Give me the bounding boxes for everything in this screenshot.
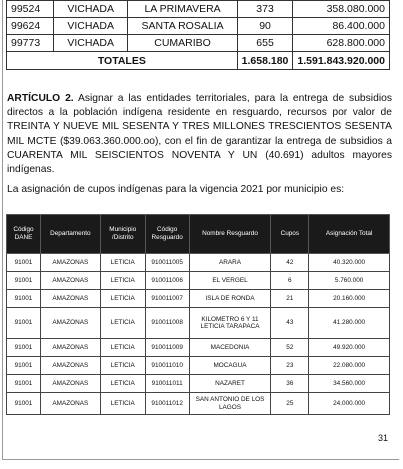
page-border-left [2, 0, 3, 460]
table-row [7, 254, 390, 272]
cell-cupos: 25 [271, 393, 309, 415]
totals-label: TOTALES [7, 52, 238, 70]
header-codigo-resguardo: Código Resguardo [145, 215, 189, 254]
cell-codigo-dane: 91001 [7, 375, 41, 393]
cell-codigo-dane: 91001 [7, 308, 41, 339]
cell-code: 99524 [7, 1, 54, 18]
cell-asignacion: 34.560.000 [309, 375, 390, 393]
header-departamento: Departamento [40, 215, 100, 254]
allocation-summary-table [6, 0, 390, 70]
article-2-paragraph [7, 92, 392, 177]
cell-codigo-resguardo: 910011009 [145, 339, 189, 357]
cell-count: 90 [237, 18, 293, 35]
table-row [7, 290, 390, 308]
cell-asignacion: 41.280.000 [309, 308, 390, 339]
indigenous-quota-table [6, 214, 390, 415]
table-row [7, 35, 390, 52]
cell-municipio: LETICIA [100, 357, 145, 375]
header-codigo-dane: Código DANE [7, 215, 41, 254]
cell-codigo-dane: 91001 [7, 290, 41, 308]
cell-amount: 86.400.000 [293, 18, 390, 35]
page-number: 31 [378, 433, 389, 443]
cell-municipio: LETICIA [100, 339, 145, 357]
cell-nombre-resguardo: MOCAGUA [189, 357, 271, 375]
cell-asignacion: 40.320.000 [309, 254, 390, 272]
cell-count: 655 [237, 35, 293, 52]
cell-cupos: 36 [271, 375, 309, 393]
header-asignacion-total: Asignación Total [309, 215, 390, 254]
cell-cupos: 42 [271, 254, 309, 272]
cell-cupos: 21 [271, 290, 309, 308]
table-row [7, 339, 390, 357]
cell-asignacion: 22.080.000 [309, 357, 390, 375]
cell-nombre-resguardo: SAN ANTONIO DE LOS LAGOS [189, 393, 271, 415]
cell-department: VICHADA [53, 18, 128, 35]
cell-municipio: LETICIA [100, 375, 145, 393]
cell-department: VICHADA [53, 35, 128, 52]
cell-nombre-resguardo: KILOMETRO 6 Y 11 LETICIA TARAPACA [189, 308, 271, 339]
cell-nombre-resguardo: MACEDONIA [189, 339, 271, 357]
cell-department: VICHADA [53, 1, 128, 18]
cell-municipio: LETICIA [100, 308, 145, 339]
table-row [7, 18, 390, 35]
table-row [7, 272, 390, 290]
table-row [7, 1, 390, 18]
cell-departamento: AMAZONAS [40, 339, 100, 357]
cell-amount: 628.800.000 [293, 35, 390, 52]
cell-nombre-resguardo: ARARA [189, 254, 271, 272]
header-nombre-resguardo: Nombre Resguardo [189, 215, 271, 254]
cell-asignacion: 20.160.000 [309, 290, 390, 308]
header-cupos: Cupos [271, 215, 309, 254]
cell-municipio: LETICIA [100, 272, 145, 290]
table-row [7, 357, 390, 375]
table-header-row [7, 215, 390, 254]
cell-municipality: LA PRIMAVERA [128, 1, 237, 18]
cell-departamento: AMAZONAS [40, 254, 100, 272]
cell-cupos: 52 [271, 339, 309, 357]
cell-codigo-resguardo: 910011005 [145, 254, 189, 272]
cell-municipio: LETICIA [100, 290, 145, 308]
cell-codigo-resguardo: 910011010 [145, 357, 189, 375]
cell-count: 373 [237, 1, 293, 18]
cell-codigo-dane: 91001 [7, 393, 41, 415]
cell-asignacion: 24.000.000 [309, 393, 390, 415]
table-row [7, 308, 390, 339]
table-row [7, 375, 390, 393]
cell-code: 99773 [7, 35, 54, 52]
cell-code: 99624 [7, 18, 54, 35]
cell-codigo-resguardo: 910011007 [145, 290, 189, 308]
cell-amount: 358.080.000 [293, 1, 390, 18]
cell-asignacion: 5.760.000 [309, 272, 390, 290]
cell-codigo-dane: 91001 [7, 254, 41, 272]
cell-codigo-resguardo: 910011012 [145, 393, 189, 415]
article-heading: ARTÍCULO 2. [7, 93, 74, 104]
cell-municipality: SANTA ROSALIA [128, 18, 237, 35]
cell-municipality: CUMARIBO [128, 35, 237, 52]
cell-cupos: 6 [271, 272, 309, 290]
header-municipio: Municipio /Distrito [100, 215, 145, 254]
cell-municipio: LETICIA [100, 393, 145, 415]
cell-asignacion: 49.920.000 [309, 339, 390, 357]
cell-codigo-resguardo: 910011006 [145, 272, 189, 290]
totals-row [7, 52, 390, 70]
article-body: Asignar a las entidades territoriales, para la entrega de subsidios directos a la población indígena residente en resguardo, recursos por valor de TREINTA Y NUEVE MIL SESENTA Y TRES MILLONES TRESCIENTOS SESENTA MIL MCTE ($39.063.360.000.oo), con el fin de garantizar la entrega de subsidios a CUARENTA MIL SEISCIENTOS NOVENTA Y UN (40.691) adultos mayores indígenas. [7, 93, 392, 176]
cell-municipio: LETICIA [100, 254, 145, 272]
table-row [7, 393, 390, 415]
totals-amount: 1.591.843.920.000 [293, 52, 390, 70]
cell-departamento: AMAZONAS [40, 393, 100, 415]
cell-departamento: AMAZONAS [40, 290, 100, 308]
cell-departamento: AMAZONAS [40, 308, 100, 339]
allocation-intro-text: La asignación de cupos indígenas para la vigencia 2021 por municipio es: [7, 184, 345, 195]
cell-codigo-dane: 91001 [7, 339, 41, 357]
cell-cupos: 23 [271, 357, 309, 375]
cell-cupos: 43 [271, 308, 309, 339]
cell-codigo-dane: 91001 [7, 357, 41, 375]
cell-nombre-resguardo: EL VERGEL [189, 272, 271, 290]
cell-nombre-resguardo: ISLA DE RONDA [189, 290, 271, 308]
cell-codigo-resguardo: 910011008 [145, 308, 189, 339]
cell-departamento: AMAZONAS [40, 375, 100, 393]
cell-departamento: AMAZONAS [40, 357, 100, 375]
totals-count: 1.658.180 [237, 52, 293, 70]
cell-nombre-resguardo: NAZARET [189, 375, 271, 393]
cell-codigo-resguardo: 910011011 [145, 375, 189, 393]
page-border-bottom [2, 459, 399, 460]
cell-codigo-dane: 91001 [7, 272, 41, 290]
cell-departamento: AMAZONAS [40, 272, 100, 290]
